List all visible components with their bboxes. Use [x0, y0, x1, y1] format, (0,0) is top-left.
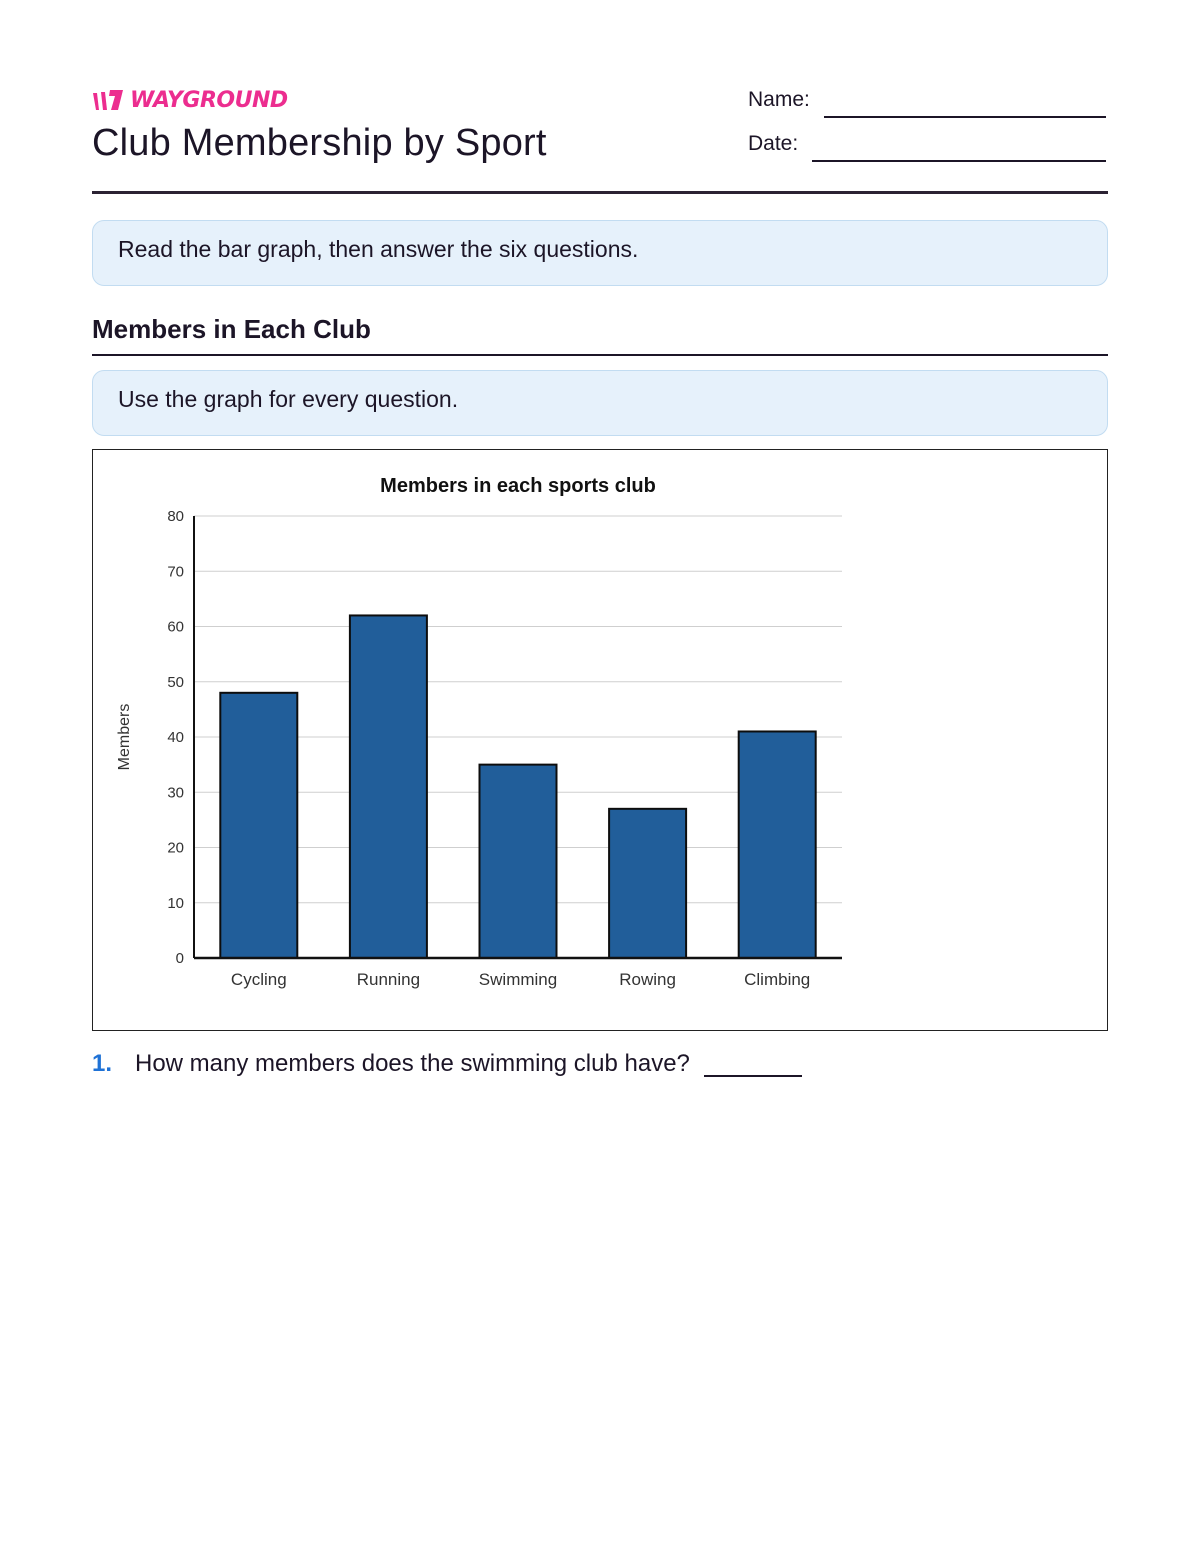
name-label: Name: [748, 88, 810, 111]
x-tick-label-rowing: Rowing [619, 970, 676, 989]
y-tick-label-10: 10 [167, 894, 184, 912]
header-divider [92, 191, 1108, 194]
question-number: 1. [92, 1050, 113, 1077]
date-label: Date: [748, 132, 799, 155]
bar-cycling [220, 693, 297, 958]
x-tick-label-running: Running [356, 970, 421, 989]
chart-frame [92, 449, 1108, 1031]
intro-note [92, 220, 1108, 286]
section-note [92, 370, 1108, 436]
y-tick-label-40: 40 [167, 729, 184, 746]
wayground-logo-icon [92, 88, 124, 112]
y-tick-label-0: 0 [175, 950, 184, 967]
section-divider [92, 354, 1108, 356]
worksheet-page [92, 0, 1108, 1552]
date-blank-line[interactable] [812, 160, 1106, 162]
y-axis-label: Members [116, 703, 133, 771]
y-tick-label-60: 60 [167, 618, 184, 636]
brand-name: WAYGROUND [130, 87, 288, 113]
intro-note-text: Read the bar graph, then answer the six questions. [118, 236, 639, 262]
question-text: How many members does the swimming club have? [135, 1050, 690, 1077]
name-field[interactable] [748, 88, 1106, 112]
x-tick-label-cycling: Cycling [230, 970, 287, 989]
y-tick-label-50: 50 [167, 673, 184, 691]
y-tick-label-80: 80 [167, 508, 184, 525]
bar-swimming [480, 765, 557, 958]
bar-running [350, 615, 427, 958]
y-tick-label-20: 20 [167, 839, 184, 857]
x-tick-label-swimming: Swimming [478, 970, 558, 989]
bar-chart [93, 450, 1107, 1030]
bar-climbing [739, 731, 816, 958]
section-note-text: Use the graph for every question. [118, 386, 459, 412]
y-tick-label-70: 70 [167, 563, 184, 581]
name-blank-line[interactable] [824, 116, 1106, 118]
chart-title: Members in each sports club [380, 475, 656, 497]
worksheet-title: Club Membership by Sport [92, 122, 547, 164]
bar-rowing [609, 809, 686, 958]
date-field[interactable] [748, 132, 1106, 156]
brand-logo [92, 86, 288, 114]
question-1 [92, 1050, 802, 1078]
answer-blank[interactable] [704, 1075, 802, 1077]
y-tick-label-30: 30 [167, 784, 184, 802]
x-tick-label-climbing: Climbing [744, 970, 811, 989]
section-title: Members in Each Club [92, 314, 371, 344]
